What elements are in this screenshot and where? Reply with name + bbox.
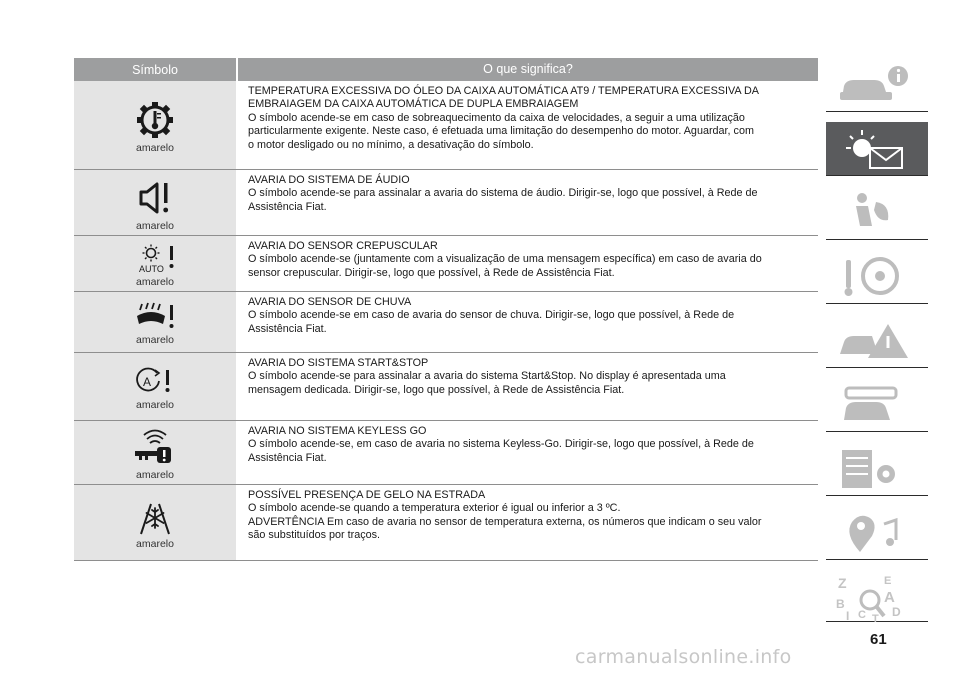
symbol-color-label: amarelo	[136, 468, 174, 481]
description-line: AVARIA DO SENSOR CREPUSCULAR	[248, 240, 438, 252]
tab-warning-lights[interactable]	[826, 122, 928, 176]
description-line: POSSÍVEL PRESENÇA DE GELO NA ESTRADA	[248, 489, 486, 501]
description-line: AVARIA DO SENSOR DE CHUVA	[248, 296, 412, 308]
description-line: O símbolo acende-se para assinalar a avaria do sistema de áudio. Dirigir-se, logo que possível, à Rede de	[248, 187, 758, 200]
table-row	[74, 170, 818, 236]
description-line: AVARIA NO SISTEMA KEYLESS GO	[248, 425, 427, 437]
watermark: carmanualsonline.info	[575, 646, 792, 668]
symbol-color-label: amarelo	[136, 334, 174, 346]
tab-index[interactable]	[826, 570, 928, 622]
symbol-color-label: amarelo	[136, 142, 174, 154]
row-description	[236, 485, 818, 560]
index-letter: I	[846, 609, 850, 622]
row-description	[236, 292, 818, 352]
description-line: AVARIA DO SISTEMA DE ÁUDIO	[248, 174, 410, 186]
description-line: particularmente exigente. Neste caso, é efetuada uma limitação do desempenho do motor. Aguardar, com	[248, 125, 754, 138]
page-number: 61	[870, 631, 887, 648]
dusk-sensor-failure-icon	[133, 244, 177, 274]
description-line: são substituídos por traços.	[248, 529, 381, 542]
start-stop-failure-icon	[135, 367, 175, 397]
index-letter: T	[872, 613, 879, 622]
symbol-color-label: amarelo	[136, 398, 174, 411]
row-description	[236, 353, 818, 420]
description-line: O símbolo acende-se (juntamente com a visualização de uma mensagem específica) em caso de avaria do	[248, 253, 762, 266]
audio-failure-icon	[135, 178, 175, 218]
row-description	[236, 236, 818, 291]
table-row	[74, 292, 818, 353]
description-line: O símbolo acende-se quando a temperatura exterior é igual ou inferior a 3 ºC.	[248, 502, 621, 515]
tab-technical-data[interactable]	[826, 442, 928, 496]
row-description	[236, 421, 818, 484]
description-line: EMBRAIAGEM DA CAIXA AUTOMÁTICA DE DUPLA EMBRAIAGEM	[248, 98, 579, 111]
description-line: Assistência Fiat.	[248, 200, 327, 213]
table-row	[74, 236, 818, 292]
tab-emergency[interactable]	[826, 314, 928, 368]
index-letter: Z	[838, 575, 847, 591]
description-line: AVARIA DO SISTEMA START&STOP	[248, 357, 429, 369]
table-row	[74, 485, 818, 561]
index-letter: E	[884, 575, 892, 587]
index-letter: C	[858, 609, 866, 621]
description-line: sensor crepuscular. Dirigir-se, logo que possível, à Rede de Assistência Fiat.	[248, 266, 615, 279]
start-stop-a-letter: A	[143, 374, 152, 389]
table-row	[74, 81, 818, 170]
table-header	[74, 58, 818, 81]
description-line: O símbolo acende-se para assinalar a avaria do sistema Start&Stop. No display é apresentada uma	[248, 370, 726, 383]
tab-multimedia[interactable]	[826, 506, 928, 560]
tab-safety[interactable]	[826, 186, 928, 240]
symbol-color-label: amarelo	[136, 219, 174, 232]
table-row	[74, 421, 818, 485]
tab-starting-driving[interactable]	[826, 250, 928, 304]
description-line: O símbolo acende-se em caso de avaria do sensor de chuva. Dirigir-se, logo que possível, à Rede de	[248, 309, 735, 322]
header-meaning: O que significa?	[236, 58, 818, 81]
index-letter: D	[892, 605, 901, 619]
symbol-color-label: amarelo	[136, 537, 174, 550]
table-row	[74, 353, 818, 421]
header-symbol: Símbolo	[132, 62, 178, 77]
description-line: O símbolo acende-se, em caso de avaria no sistema Keyless-Go. Dirigir-se, logo que possível, à Rede de	[248, 438, 754, 451]
icy-road-icon	[135, 500, 175, 536]
index-letter: B	[836, 597, 845, 611]
description-line: o motor desligado ou no mínimo, a desativação do símbolo.	[248, 138, 534, 151]
tab-car-info[interactable]	[826, 58, 928, 112]
gearbox-oil-temperature-icon	[135, 100, 175, 140]
auto-label: AUTO	[139, 263, 164, 274]
index-letter: A	[884, 589, 895, 606]
row-description	[236, 170, 818, 235]
symbol-color-label: amarelo	[136, 275, 174, 288]
keyless-go-failure-icon	[133, 429, 177, 467]
rain-sensor-failure-icon	[133, 302, 177, 332]
description-line: mensagem dedicada. Dirigir-se, logo que possível, à Rede de Assistência Fiat.	[248, 383, 625, 396]
description-line: ADVERTÊNCIA Em caso de avaria no sensor de temperatura externa, os números que indicam o seu valor	[248, 515, 762, 528]
row-description	[236, 81, 818, 169]
description-line: Assistência Fiat.	[248, 322, 327, 335]
description-line: O símbolo acende-se em caso de sobreaquecimento da caixa de velocidades, a seguir a uma utilização	[248, 111, 745, 124]
tab-maintenance[interactable]	[826, 378, 928, 432]
description-line: TEMPERATURA EXCESSIVA DO ÓLEO DA CAIXA AUTOMÁTICA AT9 / TEMPERATURA EXCESSIVA DA	[248, 85, 759, 97]
description-line: Assistência Fiat.	[248, 451, 327, 464]
warning-lights-table	[74, 58, 818, 561]
